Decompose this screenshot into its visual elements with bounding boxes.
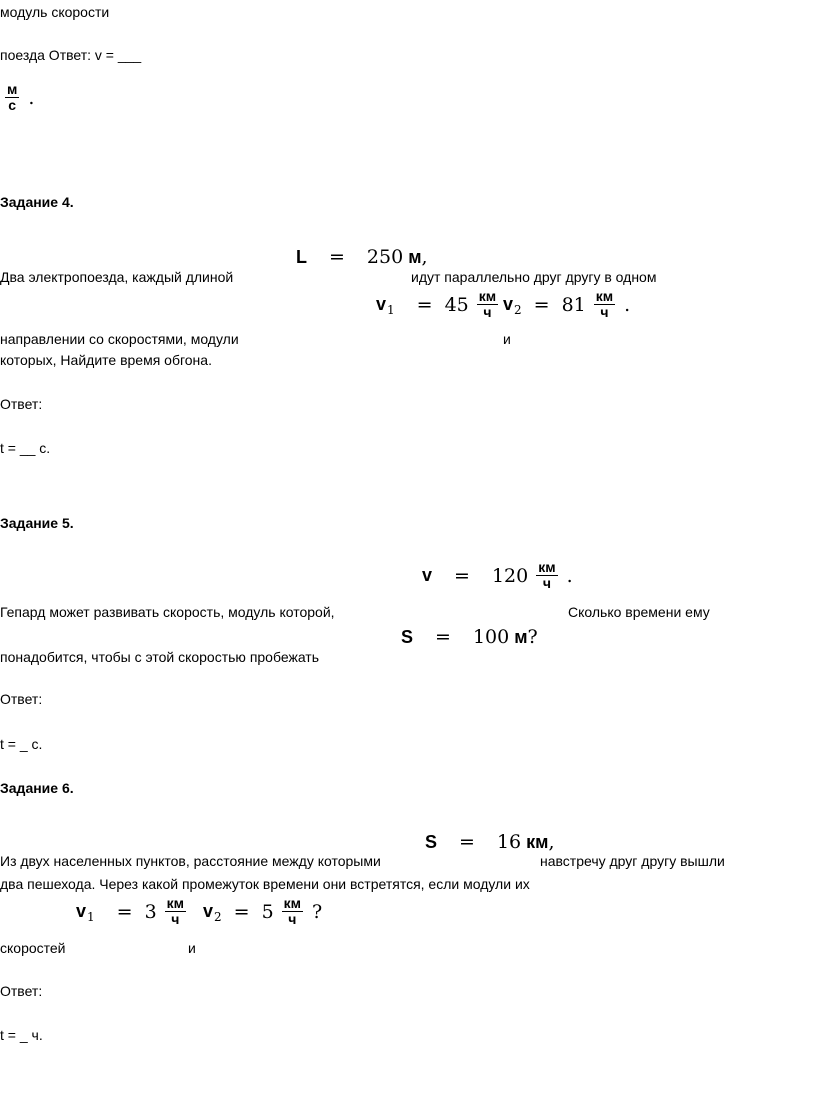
formula-variable: v	[76, 901, 87, 921]
answer-line: поезда Ответ: v = ___	[0, 47, 142, 63]
task-text: навстречу друг другу вышли	[540, 853, 725, 869]
unit-fraction	[282, 896, 303, 927]
formula-variable: S	[401, 626, 414, 647]
formula-subscript: 1	[87, 909, 95, 924]
formula-value: 250	[366, 246, 404, 268]
formula-v1	[76, 896, 189, 927]
answer-line: t = _ ч.	[0, 1027, 43, 1043]
task-heading: Задание 4.	[0, 194, 74, 210]
formula-tail: ,	[421, 246, 428, 268]
formula-tail: .	[624, 293, 631, 316]
formula-value: 100	[472, 626, 510, 648]
formula-equals: =	[459, 831, 475, 853]
fraction-denominator: ч	[600, 304, 609, 320]
answer-label: Ответ:	[0, 983, 43, 999]
formula-tail: ,	[548, 831, 555, 853]
task-heading: Задание 6.	[0, 780, 74, 796]
formula-distance	[401, 626, 538, 648]
unit-fraction	[165, 896, 186, 927]
formula-tail: .	[566, 564, 573, 587]
task-text: Сколько времени ему	[568, 604, 710, 620]
formula-tail: .	[28, 86, 35, 109]
fraction-denominator: ч	[483, 304, 492, 320]
formula-value: 81	[561, 293, 586, 316]
formula-variable: S	[425, 831, 438, 852]
task-text: понадобится, чтобы с этой скоростью пробежать	[0, 649, 320, 665]
formula-v2	[203, 896, 322, 927]
fraction-numerator: км	[478, 288, 497, 304]
unit-formula	[2, 82, 34, 113]
unit-fraction	[477, 289, 498, 320]
formula-value: 5	[261, 900, 274, 923]
formula-tail: ?	[312, 900, 323, 923]
fraction-numerator: км	[283, 895, 302, 911]
task-text: идут параллельно друг другу в одном	[411, 269, 657, 285]
answer-line: t = __ с.	[0, 440, 51, 456]
formula-equals: =	[329, 246, 345, 268]
formula-value: 45	[444, 293, 469, 316]
formula-speed	[422, 560, 573, 591]
answer-label: Ответ:	[0, 396, 43, 412]
fraction-denominator: ч	[288, 911, 297, 927]
formula-unit: м	[408, 246, 422, 267]
formula-subscript: 2	[514, 302, 522, 317]
formula-tail: ?	[527, 626, 538, 648]
fraction-numerator: км	[166, 895, 185, 911]
formula-distance	[425, 831, 555, 853]
formula-subscript: 2	[214, 909, 222, 924]
text-line: модуль скорости	[0, 4, 110, 20]
formula-subscript: 1	[387, 302, 395, 317]
fraction-denominator: ч	[171, 911, 180, 927]
task-text: Гепард может развивать скорость, модуль которой,	[0, 604, 335, 620]
formula-equals: =	[116, 900, 133, 923]
formula-equals: =	[416, 293, 433, 316]
task-text: скоростей	[0, 940, 66, 956]
formula-unit: м	[514, 626, 528, 647]
formula-v1	[376, 289, 501, 320]
task-text: которых, Найдите время обгона.	[0, 352, 212, 368]
task-heading: Задание 5.	[0, 515, 74, 531]
task-text: два пешехода. Через какой промежуток времени они встретятся, если модули их	[0, 876, 530, 892]
formula-equals: =	[454, 564, 470, 587]
formula-variable: v	[503, 294, 514, 314]
task-text: Два электропоезда, каждый длиной	[0, 269, 234, 285]
fraction-denominator: ч	[542, 575, 551, 591]
task-text: направлении со скоростями, модули	[0, 331, 239, 347]
formula-v2	[503, 289, 630, 320]
formula-equals: =	[435, 626, 451, 648]
unit-fraction	[536, 560, 557, 591]
conjunction: и	[188, 940, 196, 956]
answer-label: Ответ:	[0, 691, 43, 707]
formula-variable: v	[422, 565, 433, 585]
formula-value: 120	[491, 564, 529, 587]
formula-length	[296, 246, 428, 268]
unit-fraction	[594, 289, 615, 320]
unit-fraction	[5, 82, 19, 113]
fraction-denominator: с	[8, 97, 17, 113]
formula-variable: L	[296, 246, 307, 267]
task-text: Из двух населенных пунктов, расстояние между которыми	[0, 853, 381, 869]
formula-equals: =	[533, 293, 550, 316]
formula-variable: v	[203, 901, 214, 921]
conjunction: и	[503, 331, 511, 347]
fraction-numerator: м	[7, 81, 18, 97]
formula-value: 16	[496, 831, 522, 853]
formula-value: 3	[144, 900, 157, 923]
fraction-numerator: км	[538, 559, 556, 575]
formula-variable: v	[376, 294, 387, 314]
fraction-numerator: км	[595, 288, 614, 304]
formula-equals: =	[233, 900, 250, 923]
formula-unit: км	[526, 831, 549, 852]
answer-line: t = _ с.	[0, 736, 43, 752]
